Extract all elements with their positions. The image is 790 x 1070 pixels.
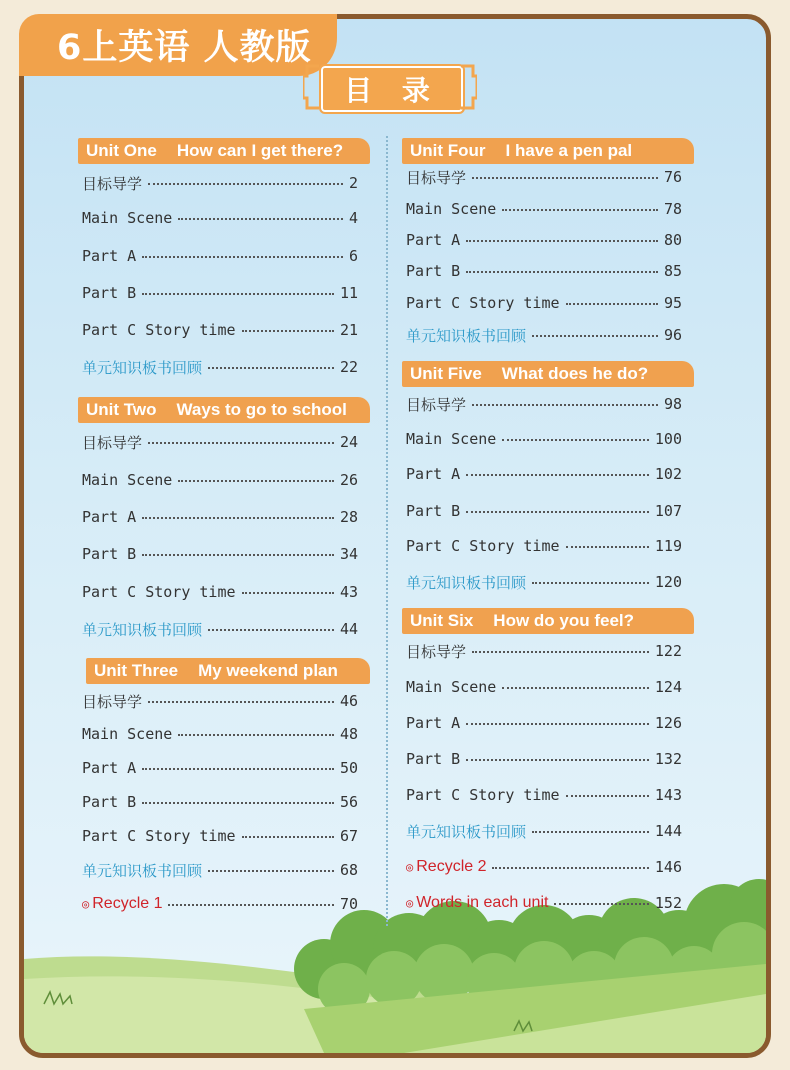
unit-title: My weekend plan — [198, 661, 338, 680]
page-number: 50 — [339, 759, 358, 777]
toc-entry[interactable] — [406, 571, 682, 593]
page-number: 24 — [339, 433, 358, 451]
dot-leader — [168, 904, 333, 906]
page-number: 120 — [654, 573, 682, 591]
entry-label: Main Scene — [406, 200, 497, 218]
toc-entry[interactable] — [82, 207, 358, 229]
toc-entry[interactable] — [406, 784, 682, 806]
entry-label: 单元知识板书回顾 — [82, 358, 203, 377]
toc-entry[interactable] — [406, 820, 682, 842]
dot-leader — [178, 734, 334, 736]
page-number: 126 — [654, 714, 682, 732]
dot-leader — [142, 554, 334, 556]
entry-label: Part A — [82, 247, 137, 265]
page-number: 28 — [339, 508, 358, 526]
dot-leader — [532, 831, 649, 833]
toc-entry[interactable] — [82, 431, 358, 453]
dot-leader — [466, 511, 649, 513]
page-number: 67 — [339, 827, 358, 845]
dot-leader — [142, 768, 334, 770]
entry-label: 目标导学 — [82, 174, 143, 193]
entry-label: 单元知识板书回顾 — [82, 861, 203, 880]
dot-leader — [566, 795, 649, 797]
unit-title: How can I get there? — [176, 141, 344, 160]
page-number: 100 — [654, 430, 682, 448]
toc-entry[interactable] — [82, 690, 358, 712]
toc-entry[interactable] — [82, 791, 358, 813]
page-number: 119 — [654, 537, 682, 555]
toc-entry[interactable] — [406, 463, 682, 485]
dot-leader — [492, 867, 648, 869]
entry-label: 目标导学 — [406, 168, 467, 187]
toc-entry[interactable] — [82, 581, 358, 603]
entry-label: 目标导学 — [82, 692, 143, 711]
page-number: 2 — [348, 174, 358, 192]
toc-entry[interactable] — [82, 356, 358, 378]
entry-label: Part C Story time — [406, 294, 560, 312]
contents-heading-text: 目 录 — [344, 74, 440, 107]
toc-entry[interactable] — [406, 260, 682, 282]
entry-label: 目标导学 — [406, 395, 467, 414]
page-number: 132 — [654, 750, 682, 768]
page-number: 6 — [348, 247, 358, 265]
unit-title: How do you feel? — [493, 611, 635, 630]
page-number: 76 — [663, 168, 682, 186]
toc-entry[interactable] — [82, 282, 358, 304]
entry-label: 单元知识板书回顾 — [406, 326, 527, 345]
dot-leader — [466, 240, 658, 242]
page-number: 4 — [348, 209, 358, 227]
page-number: 98 — [663, 395, 682, 413]
page-number: 56 — [339, 793, 358, 811]
entry-label: Part B — [406, 750, 461, 768]
dot-leader — [242, 330, 334, 332]
page-number: 48 — [339, 725, 358, 743]
unit-title: Ways to go to school — [176, 400, 347, 419]
unit-heading[interactable] — [78, 138, 370, 164]
dot-leader — [472, 177, 658, 179]
entry-label: Part C Story time — [406, 537, 560, 555]
dot-leader — [566, 303, 658, 305]
page-number: 43 — [339, 583, 358, 601]
entry-label: 目标导学 — [82, 433, 143, 452]
dot-leader — [554, 903, 648, 905]
unit-heading[interactable] — [402, 361, 694, 387]
toc-entry[interactable] — [82, 469, 358, 491]
dot-leader — [466, 271, 658, 273]
toc-entry[interactable] — [406, 640, 682, 662]
entry-label: Main Scene — [82, 209, 173, 227]
unit-title: I have a pen pal — [505, 141, 633, 160]
toc-entry[interactable] — [406, 166, 682, 188]
unit-title: What does he do? — [501, 364, 649, 383]
toc-entry[interactable] — [82, 319, 358, 341]
page-number: 11 — [339, 284, 358, 302]
recycle-marker-icon: ◎ — [406, 896, 414, 910]
dot-leader — [178, 480, 334, 482]
contents-banner-right-ornament — [461, 64, 477, 110]
entry-label: Part A — [82, 508, 137, 526]
dot-leader — [208, 367, 334, 369]
toc-entry[interactable] — [406, 748, 682, 770]
dot-leader — [148, 701, 334, 703]
entry-label: Main Scene — [82, 725, 173, 743]
entry-label: Part A — [406, 714, 461, 732]
toc-entry[interactable] — [82, 618, 358, 640]
toc-entry[interactable] — [406, 500, 682, 522]
toc-entry[interactable] — [82, 172, 358, 194]
entry-label: Part C Story time — [82, 321, 236, 339]
page-number: 70 — [339, 895, 358, 913]
dot-leader — [502, 209, 658, 211]
entry-label: 目标导学 — [406, 642, 467, 661]
dot-leader — [466, 474, 649, 476]
dot-leader — [502, 439, 649, 441]
page-number: 44 — [339, 620, 358, 638]
dot-leader — [142, 256, 343, 258]
entry-label: Words in each unit — [416, 894, 549, 911]
dot-leader — [466, 759, 649, 761]
entry-label: Part C Story time — [82, 827, 236, 845]
entry-label: Part B — [82, 545, 137, 563]
page-number: 78 — [663, 200, 682, 218]
toc-entry[interactable] — [82, 825, 358, 847]
dot-leader — [472, 404, 658, 406]
dot-leader — [502, 687, 649, 689]
page-number: 107 — [654, 502, 682, 520]
entry-label: Part A — [406, 231, 461, 249]
recycle-marker-icon: ◎ — [82, 897, 90, 911]
toc-entry[interactable] — [406, 198, 682, 220]
dot-leader — [532, 335, 658, 337]
page-number: 21 — [339, 321, 358, 339]
toc-entry-extra[interactable] — [406, 856, 682, 878]
recycle-marker-icon: ◎ — [406, 860, 414, 874]
unit-number: Unit Five — [410, 364, 482, 383]
dot-leader — [242, 836, 334, 838]
page-number: 146 — [654, 858, 682, 876]
entry-label: Part C Story time — [406, 786, 560, 804]
dot-leader — [142, 802, 334, 804]
page-number: 26 — [339, 471, 358, 489]
entry-label: Main Scene — [82, 471, 173, 489]
page-number: 85 — [663, 262, 682, 280]
dot-leader — [208, 870, 334, 872]
entry-label: Part B — [82, 284, 137, 302]
page-number: 68 — [339, 861, 358, 879]
entry-label: 单元知识板书回顾 — [82, 620, 203, 639]
toc-entry-extra[interactable] — [82, 893, 358, 915]
page-number: 96 — [663, 326, 682, 344]
book-title: 6上英语 人教版 — [57, 28, 312, 68]
dot-leader — [148, 442, 334, 444]
entry-label: Recycle 2 — [416, 858, 487, 875]
page-number: 95 — [663, 294, 682, 312]
toc-entry[interactable] — [406, 324, 682, 346]
entry-label: Part A — [406, 465, 461, 483]
entry-label: Part A — [82, 759, 137, 777]
page-number: 102 — [654, 465, 682, 483]
dot-leader — [472, 651, 649, 653]
toc-entry[interactable] — [82, 757, 358, 779]
dot-leader — [466, 723, 649, 725]
dot-leader — [566, 546, 649, 548]
entry-label: 单元知识板书回顾 — [406, 573, 527, 592]
toc-entry[interactable] — [82, 506, 358, 528]
dot-leader — [142, 293, 334, 295]
unit-number: Unit Six — [410, 611, 474, 630]
dot-leader — [148, 183, 343, 185]
toc-entry-extra[interactable] — [406, 892, 682, 914]
entry-label: Recycle 1 — [92, 895, 163, 912]
contents-heading — [321, 66, 463, 112]
entry-label: Part B — [82, 793, 137, 811]
entry-label: Part B — [406, 262, 461, 280]
book-title-tab — [19, 14, 337, 76]
dot-leader — [242, 592, 334, 594]
toc-entry[interactable] — [406, 535, 682, 557]
column-divider — [386, 136, 388, 926]
page-number: 46 — [339, 692, 358, 710]
page-number: 80 — [663, 231, 682, 249]
unit-heading[interactable] — [86, 658, 370, 684]
unit-heading[interactable] — [78, 397, 370, 423]
toc-entry[interactable] — [82, 859, 358, 881]
page-number: 122 — [654, 642, 682, 660]
toc-entry[interactable] — [406, 428, 682, 450]
entry-label: Part B — [406, 502, 461, 520]
toc-entry[interactable] — [406, 676, 682, 698]
unit-number: Unit Two — [86, 400, 157, 419]
dot-leader — [208, 629, 334, 631]
entry-label: Part C Story time — [82, 583, 236, 601]
toc-entry[interactable] — [406, 393, 682, 415]
page-number: 143 — [654, 786, 682, 804]
unit-number: Unit One — [86, 141, 157, 160]
unit-number: Unit Three — [94, 661, 179, 680]
page-number: 152 — [654, 894, 682, 912]
dot-leader — [142, 517, 334, 519]
toc-entry[interactable] — [82, 723, 358, 745]
dot-leader — [178, 218, 343, 220]
entry-label: Main Scene — [406, 678, 497, 696]
toc-entry[interactable] — [406, 292, 682, 314]
page-number: 34 — [339, 545, 358, 563]
toc-entry[interactable] — [406, 229, 682, 251]
entry-label: Main Scene — [406, 430, 497, 448]
toc-entry[interactable] — [82, 245, 358, 267]
page-number: 22 — [339, 358, 358, 376]
page-number: 144 — [654, 822, 682, 840]
entry-label: 单元知识板书回顾 — [406, 822, 527, 841]
dot-leader — [532, 582, 649, 584]
unit-heading[interactable] — [402, 608, 694, 634]
contents-banner-left-ornament — [303, 64, 319, 110]
toc-entry[interactable] — [406, 712, 682, 734]
page-number: 124 — [654, 678, 682, 696]
unit-heading[interactable] — [402, 138, 694, 164]
toc-entry[interactable] — [82, 543, 358, 565]
unit-number: Unit Four — [410, 141, 486, 160]
